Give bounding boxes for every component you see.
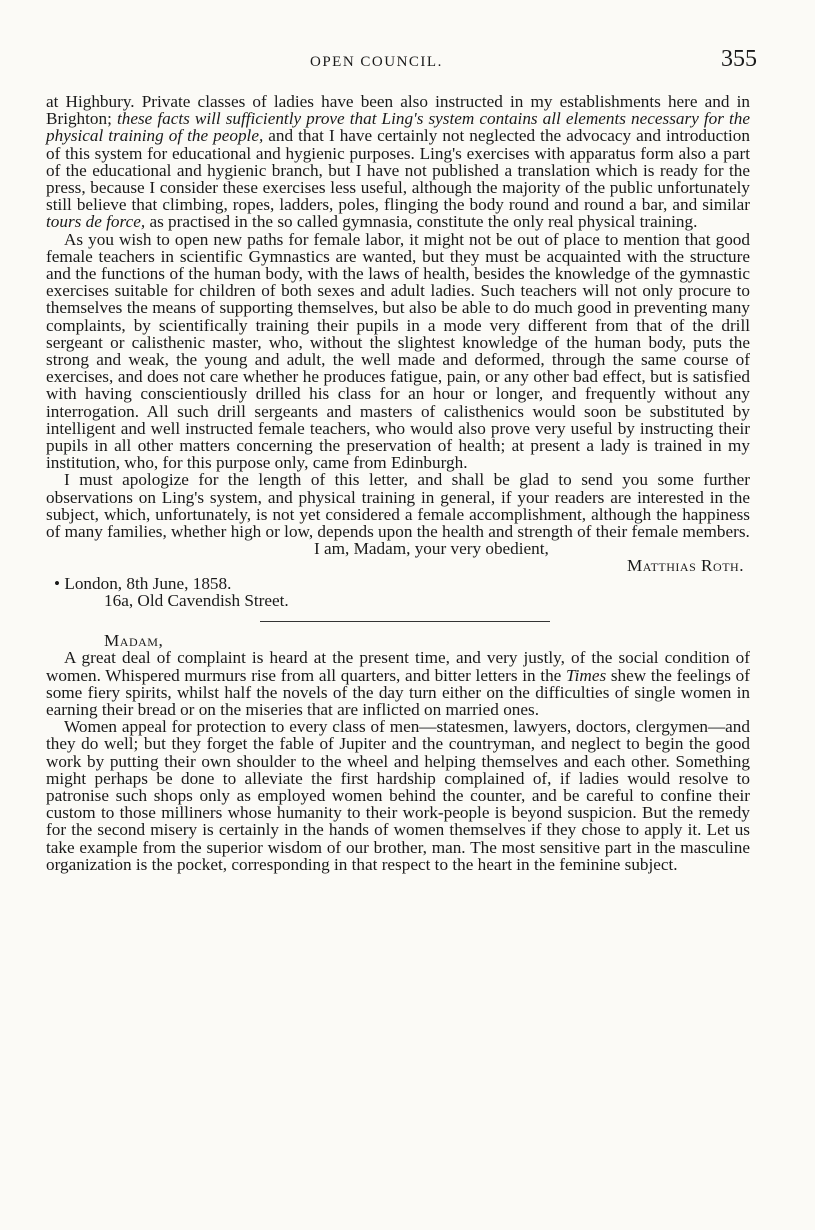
- dateline: • London, 8th June, 1858.: [54, 573, 232, 593]
- section-divider: [260, 621, 550, 622]
- text-run: as practised in the so called gymnasia, constitute the only real physical training.: [145, 212, 698, 232]
- salutation: Madam,: [104, 631, 164, 651]
- page-body: [46, 93, 750, 873]
- paragraph: Women appeal for protection to every class of men—statesmen, lawyers, doctors, clergymen—and they do well; but they forget the fable of Jupiter and the countryman, and neglect to begin the good work by putting their own shoulder to the wheel and helping themselves and each other. Something might perhaps be done to alleviate the first hardship complained of, if ladies would resolve to patronise such shops only as employed women behind the counter, and be careful to confine their custom to those milliners whose humanity to their work-people is beyond suspicion. But the remedy for the second misery is certainly in the hands of women themselves if they chose to apply it. Let us take example from the superior wisdom of our brother, man. The most sensitive part in the masculine organization is the pocket, corresponding in that respect to the heart in the feminine subject.: [46, 717, 750, 874]
- page-header: [0, 46, 815, 78]
- paragraph: I must apologize for the length of this letter, and shall be glad to send you some further observations on Ling's system, and physical training in general, if your readers are interested in the subject, which, unfortunately, is not yet considered a female accomplishment, although the happiness of many families, whether high or low, depends upon the health and strength of their female members.: [46, 470, 750, 542]
- paragraph-continued: [46, 93, 750, 231]
- text-run: shew the feelings of some fiery spirits, whilst half the novels of the day turn either on the difficulties of single women in earning their bread or on the miseries that are inflicted on married ones.: [46, 665, 750, 719]
- text-run: and that I have certainly not neglected the advocacy and introduction of this system for educational and hygienic purposes. Ling's exercises with apparatus form also a part of the educational and hygienic branch, but I have not published a translation which is ready for the press, because I consider these exercises less useful, although the majority of the public unfortunately still believe that climbing, ropes, ladders, poles, flinging the body round and round a bar, and similar: [46, 126, 750, 215]
- letter-signature: Matthias Roth.: [626, 556, 744, 576]
- italic-run: Times: [566, 665, 607, 685]
- italic-run: tours de force,: [46, 212, 146, 232]
- paragraph: As you wish to open new paths for female labor, it might not be out of place to mention that good female teachers in scientific Gymnastics are wanted, but they must be acquainted with the structure and the functions of the human body, with the laws of health, besides the knowledge of the gymnastic exercises suitable for children of both sexes and adult ladies. Such teachers will not only procure to themselves the means of supporting themselves, but also be able to do much good in preventing many complaints, by scientifically training their pupils in a mode very different from that of the drill sergeant or calisthenic master, who, without the slightest knowledge of the human body, puts the strong and weak, the young and adult, the well made and deformed, through the same course of exercises, and does not care whether he produces fatigue, pain, or any other bad effect, but is satisfied with having conscientiously drilled his class for an hour or longer, and frequently without any interrogation. All such drill sergeants and masters of calisthenics would soon be substituted by intelligent and well instructed female teachers, who would also prove very useful by instructing their pupils in all other matters concerning the preservation of health; at present a lady is trained in my institution, who, for this purpose only, came from Edinburgh.: [46, 229, 750, 473]
- text-run: at Highbury. Private classes of ladies have been also instructed in my establishments here and in Brighton;: [46, 92, 750, 129]
- paragraph: [46, 649, 750, 718]
- italic-run: these facts will sufficiently prove that Ling's system contains all elements necessary for the physical training of the people,: [46, 109, 750, 146]
- letter-closing: I am, Madam, your very obedient,: [314, 539, 549, 559]
- running-title: OPEN COUNCIL.: [310, 54, 443, 70]
- page-number: 355: [721, 46, 757, 72]
- address-line: 16a, Old Cavendish Street.: [104, 590, 289, 610]
- text-run: A great deal of complaint is heard at the present time, and very justly, of the social condition of women. Whispered murmurs rise from all quarters, and bitter letters in the: [46, 648, 750, 685]
